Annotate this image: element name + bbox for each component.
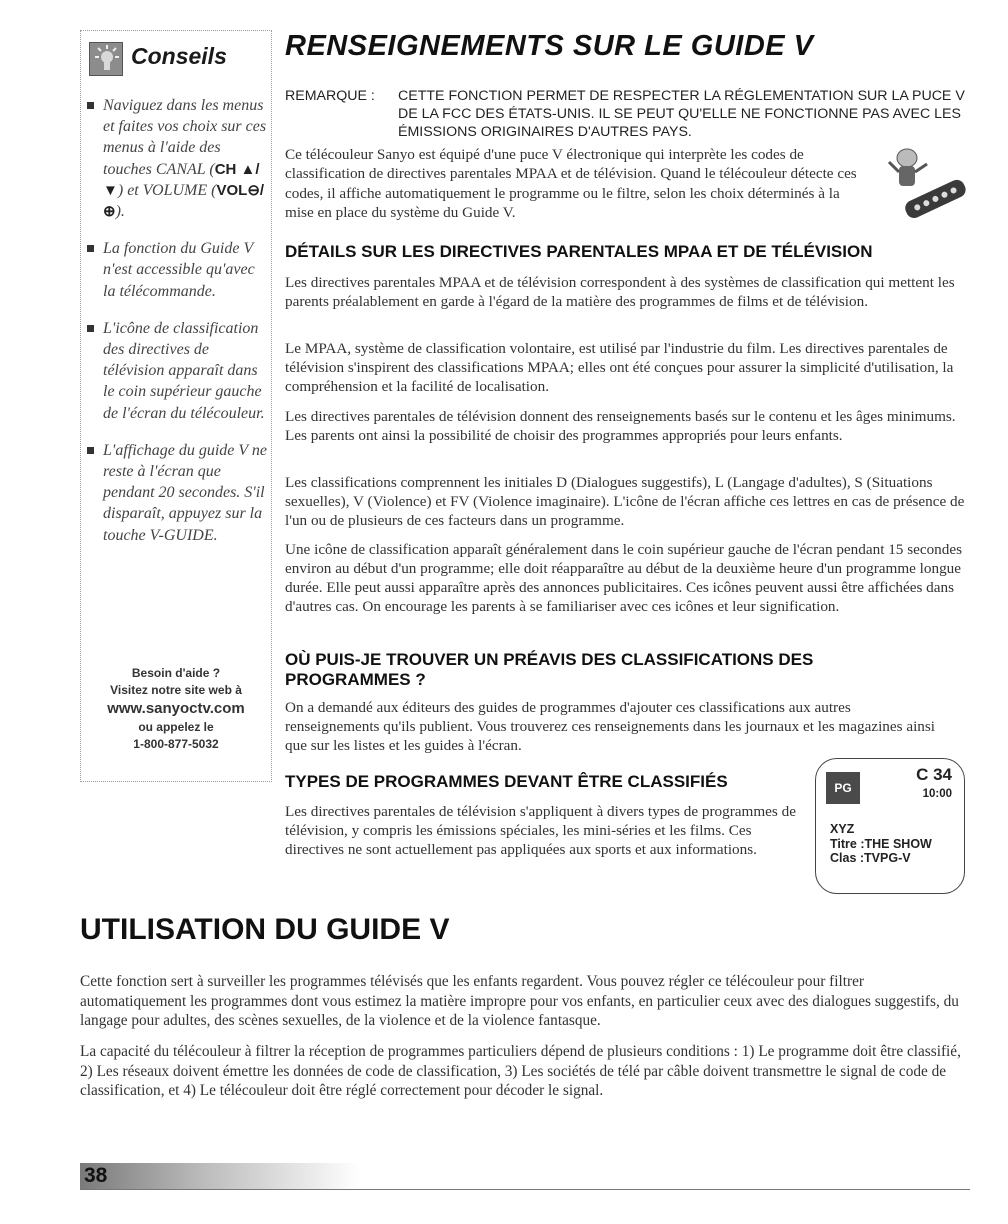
help-line: Besoin d'aide ? <box>131 666 221 680</box>
footer-rule <box>80 1189 970 1190</box>
vol-label: VOL <box>216 181 248 199</box>
sidebar-header <box>89 39 265 79</box>
tip-text: Naviguez dans les menus et faites vos choix sur ces menus à l'aide des touches CANAL ( <box>103 97 267 178</box>
sidebar-title: Conseils <box>131 43 227 69</box>
paragraph: Le MPAA, système de classification volontaire, est utilisé par l'industrie du film. Les directives parentales de télévision s'inspirent des classifications MPAA; elles ont été conçues pour assurer la simplicité d'utilisation, la compréhension et la facilité de localisation. <box>285 340 954 395</box>
paragraph: Une icône de classification apparaît généralement dans le coin supérieur gauche de l'écran pendant 15 secondes environ au début d'un programme; elle doit réapparaître au début de la deuxième heure d'un programme longue durée. Elle peut aussi apparaître après des annonces publicitaires. Ces icônes peuvent aussi être affichées dans d'autres cas. On encourage les parents à se familiariser avec ces icônes et leur signification. <box>285 541 963 615</box>
tip-text: ) et VOLUME ( <box>117 181 217 199</box>
program-title: Titre :THE SHOW <box>830 836 932 851</box>
volume-down-icon: ⊖ <box>247 181 260 199</box>
bullet-icon <box>87 325 94 332</box>
tip-item <box>87 318 267 424</box>
section-heading: DÉTAILS SUR LES DIRECTIVES PARENTALES MPAA ET DE TÉLÉVISION <box>285 242 873 261</box>
paragraph: Cette fonction sert à surveiller les programmes télévisés que les enfants regardent. Vous pouvez régler ce télécouleur pour filtrer automatiquement les programmes dont vous estimez la matière impropre pour vos enfants, en particulier ceux avec des dialogues suggestifs, du langage pour adultes, des scènes sexuelles, de la violence et de la violence fantasque. <box>80 973 959 1029</box>
intro-paragraph: Ce télécouleur Sanyo est équipé d'une puce V électronique qui interprète les codes de classification de directives parentales MPAA et de télévision. Quand le télécouleur détecte ces codes, il affiche automatiquement le programme ou le filtre, selon les choix déterminés à la mise en place du système du Guide V. <box>285 146 857 221</box>
tip-item <box>87 440 267 546</box>
phone-number: 1-800-877-5032 <box>133 737 219 751</box>
volume-up-icon: ⊕ <box>103 203 116 221</box>
paragraph: Les classifications comprennent les initiales D (Dialogues suggestifs), L (Langage d'adultes), S (Situations sexuelles), V (Violence) et FV (Violence imaginaire). L'icône de l'écran affiche ces lettres en cas de présence de l'un ou de plusieurs de ces facteurs dans un programme. <box>285 474 965 529</box>
network-name: XYZ <box>830 822 855 836</box>
time-display: 10:00 <box>922 788 952 800</box>
page-title: RENSEIGNEMENTS SUR LE GUIDE V <box>285 30 814 62</box>
tips-list <box>87 95 267 562</box>
note-label: REMARQUE : <box>285 88 375 104</box>
channel-up-icon: ▲ <box>236 160 256 178</box>
section-heading: TYPES DE PROGRAMMES DEVANT ÊTRE CLASSIFIÉS <box>285 772 728 791</box>
ch-label: CH <box>214 160 237 178</box>
paragraph: Les directives parentales de télévision donnent des renseignements basés sur le contenu et les âges minimums. Les parents ont ainsi la possibilité de choisir des programmes appropriés pour leurs enfants. <box>285 408 956 444</box>
program-rating: Clas :TVPG-V <box>830 851 911 865</box>
rating-badge: PG <box>826 772 860 804</box>
help-line: Visitez notre site web à <box>110 683 242 697</box>
remote-control-icon <box>885 140 967 220</box>
tips-sidebar <box>80 30 272 782</box>
channel-number: C 34 <box>916 765 952 784</box>
page-number: 38 <box>84 1164 108 1187</box>
bullet-icon <box>87 102 94 109</box>
paragraph: On a demandé aux éditeurs des guides de programmes d'ajouter ces classifications aux autres renseignements qu'ils publient. Vous trouverez ces renseignements dans les journaux et les magazines ainsi que sur les listes et les guides à l'écran. <box>285 699 936 754</box>
channel-down-icon: ▼ <box>103 181 118 199</box>
bullet-icon <box>87 245 94 252</box>
tip-text: ). <box>115 203 125 221</box>
help-line: ou appelez le <box>138 720 214 734</box>
tip-item <box>87 238 267 302</box>
website-link[interactable]: www.sanyoctv.com <box>107 700 245 717</box>
paragraph: La capacité du télécouleur à filtrer la réception de programmes particuliers dépend de plusieurs conditions : 1) Le programme doit être classifié, 2) Les réseaux doivent émettre les données de code de classification, 3) Les sociétés de télé par câble doivent transmettre le signal de code de classification, et 4) Le télécouleur doit être réglé correctement pour décoder le signal. <box>80 1043 961 1099</box>
tv-screen-illustration <box>815 758 965 894</box>
tip-text: L'icône de classification des directives de télévision apparaît dans le coin supérieur gauche de l'écran du télécouleur. <box>103 319 265 422</box>
program-info <box>830 822 932 866</box>
help-block <box>81 665 271 753</box>
tip-item: Naviguez dans les menus et faites vos choix sur ces menus à l'aide des touches CANAL (CH ▲/▼) et VOLUME (VOL⊖/⊕). <box>87 95 267 222</box>
paragraph: Les directives parentales de télévision s'appliquent à divers types de programmes de télévision, y compris les émissions spéciales, les mini-séries et les films. Ces directives ne sont actuellement pas appliquées aux sports et aux informations. <box>285 803 796 858</box>
tips-icon <box>89 42 123 76</box>
section-title: UTILISATION DU GUIDE V <box>80 913 450 946</box>
note-text: CETTE FONCTION PERMET DE RESPECTER LA RÉGLEMENTATION SUR LA PUCE V DE LA FCC DES ÉTATS-UNIS. IL SE PEUT QU'ELLE NE FONCTIONNE PAS AVEC LES ÉMISSIONS ORIGINAIRES D'AUTRES PAYS. <box>398 88 965 140</box>
paragraph: Les directives parentales MPAA et de télévision correspondent à des systèmes de classification qui mettent les parents préalablement en garde à l'égard de la matière des programmes de films et de télévision. <box>285 274 955 310</box>
section-heading: OÙ PUIS-JE TROUVER UN PRÉAVIS DES CLASSIFICATIONS DES PROGRAMMES ? <box>285 650 814 689</box>
tip-text: L'affichage du guide V ne reste à l'écran que pendant 20 secondes. S'il disparaît, appuyez sur la touche V-GUIDE. <box>103 441 267 544</box>
tip-text: La fonction du Guide V n'est accessible qu'avec la télécommande. <box>103 240 255 300</box>
bullet-icon <box>87 447 94 454</box>
footer-tab <box>80 1163 360 1189</box>
